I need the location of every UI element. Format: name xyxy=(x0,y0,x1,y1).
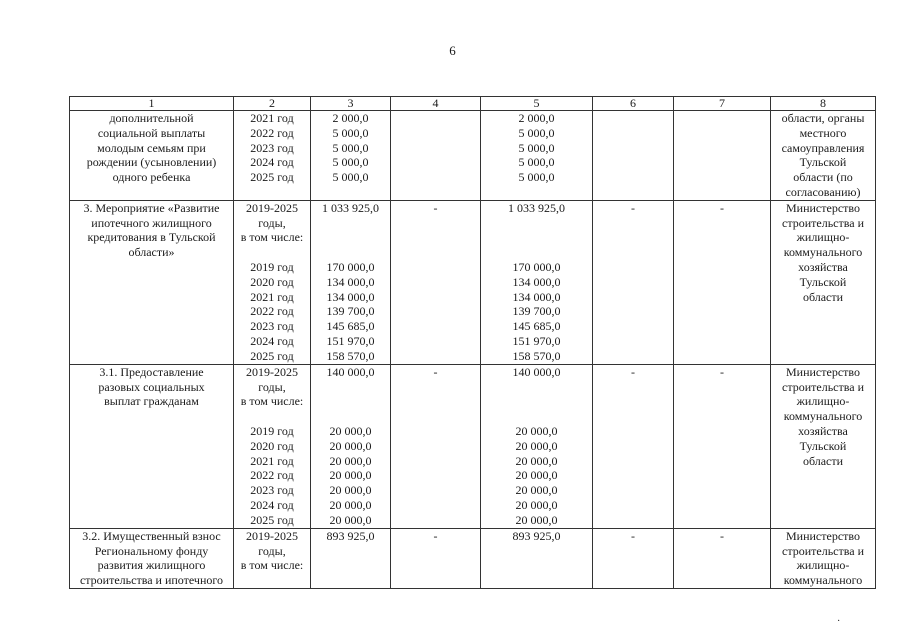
local-budget-cell xyxy=(593,111,674,201)
regional-budget-cell xyxy=(481,111,593,201)
spacer xyxy=(483,409,590,424)
activity-name-line: Региональному фонду xyxy=(94,543,209,558)
dash-value: - xyxy=(720,364,724,379)
responsible-cell xyxy=(771,364,876,528)
year-amount: 134 000,0 xyxy=(326,289,375,304)
column-number: 5 xyxy=(481,97,593,111)
spacer xyxy=(313,380,388,395)
responsible-line: области (по xyxy=(793,170,853,185)
spacer xyxy=(483,216,590,231)
spacer xyxy=(483,380,590,395)
dash-value: - xyxy=(631,528,635,543)
dash-value: - xyxy=(720,200,724,215)
extrabudgetary-cell xyxy=(674,528,771,588)
year-amount: 145 685,0 xyxy=(326,319,375,334)
year-label: 2024 год xyxy=(250,333,294,348)
year-amount: 158 570,0 xyxy=(326,348,375,363)
page-number: 6 xyxy=(449,43,456,58)
responsible-line: области, органы xyxy=(781,111,865,125)
responsible-line: Министерство xyxy=(786,364,860,379)
total-funding-cell xyxy=(311,200,391,364)
year-amount: 20 000,0 xyxy=(329,468,372,483)
year-amount: 20 000,0 xyxy=(329,483,372,498)
activity-name-line: социальной выплаты xyxy=(97,125,206,140)
column-number: 1 xyxy=(70,97,234,111)
period-cell xyxy=(234,528,311,588)
dash-value: - xyxy=(433,200,438,215)
activity-name-cell xyxy=(70,528,234,588)
spacer xyxy=(313,409,388,424)
year-amount: 20 000,0 xyxy=(329,497,372,512)
spacer xyxy=(313,245,388,260)
year-amount: 20 000,0 xyxy=(329,453,372,468)
activity-name-line: 3.2. Имущественный взнос xyxy=(82,528,221,543)
activity-name-line: рождении (усыновлении) xyxy=(86,155,217,170)
responsible-line: строительства и xyxy=(782,543,864,558)
responsible-line: Тульской xyxy=(799,438,847,453)
activity-name-line: ипотечного жилищного xyxy=(91,215,212,230)
year-amount: 151 970,0 xyxy=(512,333,561,348)
dash-value: - xyxy=(433,364,438,379)
responsible-line: жилищно- xyxy=(796,558,850,573)
total-amount: 893 925,0 xyxy=(512,528,561,543)
responsible-line: Министерство xyxy=(786,528,860,543)
year-amount: 5 000,0 xyxy=(518,155,555,170)
year-amount: 139 700,0 xyxy=(326,304,375,319)
total-funding-cell xyxy=(311,528,391,588)
period-line: 2019-2025 xyxy=(246,364,298,379)
column-number: 3 xyxy=(311,97,391,111)
responsible-cell xyxy=(771,528,876,588)
year-label: 2022 год xyxy=(250,125,294,140)
spacer xyxy=(483,245,590,260)
federal-budget-cell xyxy=(391,528,481,588)
period-line: 2019-2025 xyxy=(246,200,298,215)
period-line: годы, xyxy=(258,543,286,558)
spacer xyxy=(236,409,308,424)
activity-name-line: строительства и ипотечного xyxy=(79,573,224,588)
table-row xyxy=(70,528,876,588)
federal-budget-cell xyxy=(391,364,481,528)
activity-name-line: одного ребенка xyxy=(112,170,191,185)
total-funding-cell xyxy=(311,364,391,528)
regional-budget-cell xyxy=(481,200,593,364)
local-budget-cell xyxy=(593,364,674,528)
total-amount: 140 000,0 xyxy=(326,364,375,379)
year-amount: 20 000,0 xyxy=(329,512,372,527)
period-cell xyxy=(234,200,311,364)
year-label: 2023 год xyxy=(250,319,294,334)
program-table xyxy=(69,96,876,589)
year-amount: 2 000,0 xyxy=(332,111,369,125)
year-amount: 134 000,0 xyxy=(512,289,561,304)
period-line: в том числе: xyxy=(240,558,304,573)
local-budget-cell xyxy=(593,528,674,588)
year-amount: 20 000,0 xyxy=(515,438,558,453)
year-amount: 145 685,0 xyxy=(512,319,561,334)
activity-name-line: выплат гражданам xyxy=(104,394,199,409)
spacer xyxy=(483,394,590,409)
year-amount: 5 000,0 xyxy=(332,125,369,140)
spacer xyxy=(236,245,308,260)
year-label: 2025 год xyxy=(250,170,294,185)
period-line: 2019-2025 xyxy=(246,528,298,543)
year-amount: 20 000,0 xyxy=(329,423,372,438)
responsible-line: коммунального xyxy=(783,573,863,588)
year-amount: 170 000,0 xyxy=(326,259,375,274)
year-amount: 20 000,0 xyxy=(515,483,558,498)
dash-value: - xyxy=(631,364,635,379)
column-number: 8 xyxy=(771,97,876,111)
responsible-line: Министерство xyxy=(786,200,860,215)
year-label: 2020 год xyxy=(250,274,294,289)
total-funding-cell xyxy=(311,111,391,201)
responsible-line: области xyxy=(802,289,844,304)
period-line: годы, xyxy=(258,379,286,394)
year-amount: 170 000,0 xyxy=(512,259,561,274)
year-label: 2019 год xyxy=(250,259,294,274)
year-amount: 5 000,0 xyxy=(518,140,555,155)
column-number-row xyxy=(70,97,876,111)
year-amount: 5 000,0 xyxy=(518,170,555,185)
year-label: 2025 год xyxy=(250,512,294,527)
year-label: 2021 год xyxy=(250,289,294,304)
activity-name-line: области» xyxy=(128,245,175,260)
spacer xyxy=(483,230,590,245)
local-budget-cell xyxy=(593,200,674,364)
responsible-line: строительства и xyxy=(782,379,864,394)
extrabudgetary-cell xyxy=(674,111,771,201)
year-amount: 5 000,0 xyxy=(332,140,369,155)
activity-name-line: дополнительной xyxy=(109,111,194,125)
total-amount: 1 033 925,0 xyxy=(322,200,379,215)
column-number: 7 xyxy=(674,97,771,111)
dash-value: - xyxy=(720,528,724,543)
year-amount: 20 000,0 xyxy=(515,423,558,438)
activity-name-cell xyxy=(70,111,234,201)
year-label: 2024 год xyxy=(250,497,294,512)
year-label: 2019 год xyxy=(250,423,294,438)
period-cell xyxy=(234,364,311,528)
activity-name-line: разовых социальных xyxy=(98,379,205,394)
column-number: 6 xyxy=(593,97,674,111)
responsible-line: коммунального xyxy=(783,245,863,260)
spacer xyxy=(313,394,388,409)
responsible-line: самоуправления xyxy=(781,140,865,155)
year-label: 2024 год xyxy=(250,155,294,170)
spacer xyxy=(313,230,388,245)
responsible-line: Тульской xyxy=(799,155,847,170)
year-amount: 134 000,0 xyxy=(326,274,375,289)
year-label: 2023 год xyxy=(250,483,294,498)
activity-name-cell xyxy=(70,200,234,364)
column-number: 4 xyxy=(391,97,481,111)
year-amount: 139 700,0 xyxy=(512,304,561,319)
year-label: 2021 год xyxy=(250,111,294,125)
period-line: годы, xyxy=(258,215,286,230)
responsible-line: жилищно- xyxy=(796,394,850,409)
activity-name-cell xyxy=(70,364,234,528)
activity-name-line: 3.1. Предоставление xyxy=(99,364,204,379)
activity-name-line: развития жилищного xyxy=(97,558,206,573)
scan-speck: · xyxy=(837,616,841,627)
year-label: 2025 год xyxy=(250,348,294,363)
year-amount: 134 000,0 xyxy=(512,274,561,289)
responsible-line: местного xyxy=(799,125,847,140)
regional-budget-cell xyxy=(481,364,593,528)
spacer xyxy=(313,216,388,231)
responsible-line: хозяйства xyxy=(798,259,848,274)
period-line: в том числе: xyxy=(240,394,304,409)
year-amount: 20 000,0 xyxy=(515,468,558,483)
year-label: 2022 год xyxy=(250,304,294,319)
year-amount: 5 000,0 xyxy=(332,170,369,185)
total-amount: 1 033 925,0 xyxy=(508,200,565,215)
federal-budget-cell xyxy=(391,200,481,364)
year-amount: 151 970,0 xyxy=(326,333,375,348)
year-label: 2023 год xyxy=(250,140,294,155)
dash-value: - xyxy=(631,200,635,215)
year-amount: 2 000,0 xyxy=(518,111,555,125)
total-amount: 140 000,0 xyxy=(512,364,561,379)
year-amount: 20 000,0 xyxy=(329,438,372,453)
table-row xyxy=(70,364,876,528)
year-amount: 20 000,0 xyxy=(515,497,558,512)
period-cell xyxy=(234,111,311,201)
responsible-cell xyxy=(771,111,876,201)
table-row xyxy=(70,200,876,364)
table-row xyxy=(70,111,876,201)
responsible-line: коммунального xyxy=(783,409,863,424)
responsible-line: жилищно- xyxy=(796,230,850,245)
year-amount: 20 000,0 xyxy=(515,512,558,527)
year-amount: 20 000,0 xyxy=(515,453,558,468)
responsible-line: хозяйства xyxy=(798,423,848,438)
extrabudgetary-cell xyxy=(674,200,771,364)
year-label: 2021 год xyxy=(250,453,294,468)
activity-name-line: молодым семьям при xyxy=(97,140,206,155)
responsible-line: области xyxy=(802,453,844,468)
column-number: 2 xyxy=(234,97,311,111)
responsible-line: строительства и xyxy=(782,215,864,230)
total-amount: 893 925,0 xyxy=(326,528,375,543)
responsible-cell xyxy=(771,200,876,364)
regional-budget-cell xyxy=(481,528,593,588)
year-label: 2022 год xyxy=(250,468,294,483)
responsible-line: Тульской xyxy=(799,274,847,289)
period-line: в том числе: xyxy=(240,230,304,245)
table-body xyxy=(70,97,876,589)
activity-name-line: 3. Мероприятие «Развитие xyxy=(83,200,220,215)
year-label: 2020 год xyxy=(250,438,294,453)
federal-budget-cell xyxy=(391,111,481,201)
year-amount: 5 000,0 xyxy=(332,155,369,170)
extrabudgetary-cell xyxy=(674,364,771,528)
activity-name-line: кредитования в Тульской xyxy=(87,230,216,245)
responsible-line: согласованию) xyxy=(785,184,861,199)
dash-value: - xyxy=(433,528,438,543)
year-amount: 158 570,0 xyxy=(512,348,561,363)
year-amount: 5 000,0 xyxy=(518,125,555,140)
